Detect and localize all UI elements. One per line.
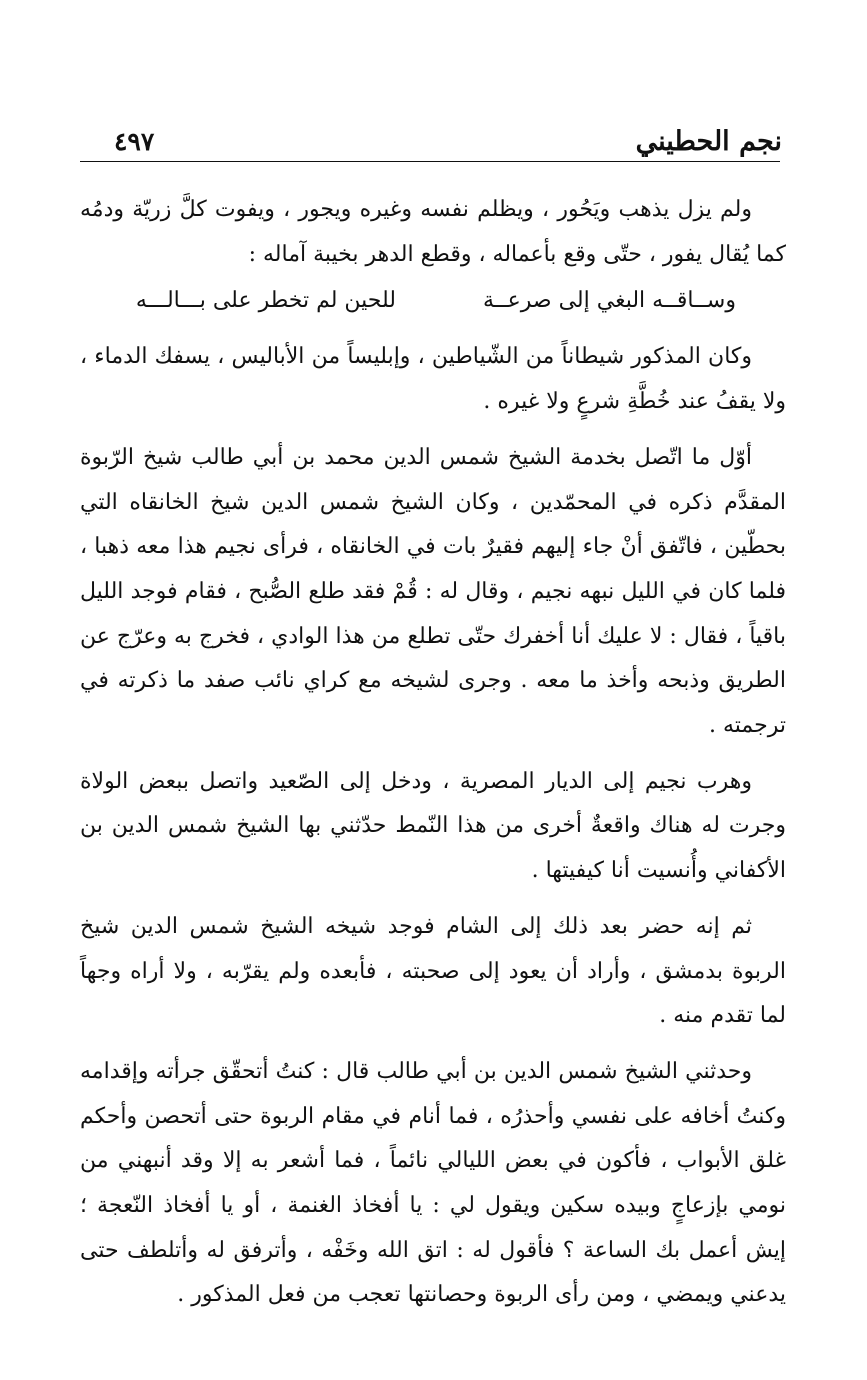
page-number: ٤٩٧: [114, 127, 155, 156]
verse-line: [80, 279, 786, 335]
paragraph-4: وهرب نجيم إلى الديار المصرية ، ودخل إلى الصّعيد واتصل ببعض الولاة وجرت له هناك واقعةٌ أخرى من هذا النّمط حدّثني بها الشيخ شمس الدين بن الأكفاني وأُنسيت أنا كيفيتها .: [80, 768, 786, 884]
header-rule: [80, 161, 780, 162]
paragraph-1: ولم يزل يذهب ويَحُور ، ويظلم نفسه وغيره ويجور ، ويفوت كلَّ زريّة ودمُه كما يُقال يفور ، حتّى وقع بأعماله ، وقطع الدهر بخيبة آماله :: [80, 197, 786, 267]
paragraph-6: وحدثني الشيخ شمس الدين بن أبي طالب قال : كنتُ أتحقّق جرأته وإقدامه وكنتُ أخافه على نفسي وأحذرُه ، فما أنام في مقام الربوة حتى أتحصن وأحكم غلق الأبواب ، فأكون في بعض الليالي نائماً ، فما أشعر به إلا وقد أنبهني من نومي بإزعاجٍ وبيده سكين ويقول لي : يا أفخاذ الغنمة ، أو يا أفخاذ النّعجة ؛ إيش أعمل بك الساعة ؟ فأقول له : اتق الله وخَفْه ، وأترفق له وأتلطف حتى يدعني ويمضي ، ومن رأى الربوة وحصانتها تعجب من فعل المذكور .: [80, 1058, 786, 1308]
verse-second-hemistich: للحين لم تخطر على بـــالـــه: [135, 288, 396, 314]
running-title: نجم الحطيني: [635, 126, 782, 157]
paragraph-3: أوّل ما اتّصل بخدمة الشيخ شمس الدين محمد بن أبي طالب شيخ الرّبوة المقدَّم ذكره في المحمّدين ، وكان الشيخ شمس الدين شيخ الخانقاه التي بحطّين ، فاتّفق أنْ جاء إليهم فقيرٌ بات في الخانقاه ، فرأى نجيم هذا معه ذهبا ، فلما كان في الليل نبهه نجيم ، وقال له : قُمْ فقد طلع الصُّبح ، فقام فوجد الليل باقياً ، فقال : لا عليك أنا أخفرك حتّى تطلع من هذا الوادي ، فخرج به وعرّج عن الطريق وذبحه وأخذ ما معه . وجرى لشيخه مع كراي نائب صفد ما ذكرته في ترجمته .: [80, 444, 786, 739]
verse-first-hemistich: وســاقــه البغي إلى صرعــة: [482, 288, 736, 314]
paragraph-2: وكان المذكور شيطاناً من الشّياطين ، وإبليساً من الأباليس ، يسفك الدماء ، ولا يقفُ عند خُطَّةِ شرعٍ ولا غيره .: [80, 344, 786, 415]
paragraph-5: ثم إنه حضر بعد ذلك إلى الشام فوجد شيخه الشيخ شمس الدين شيخ الربوة بدمشق ، وأراد أن يعود إلى صحبته ، فأبعده ولم يقرّبه ، ولا أراه وجهاً لما تقدم منه .: [80, 913, 786, 1029]
body-text: [80, 188, 786, 1318]
page-header: [80, 124, 782, 160]
